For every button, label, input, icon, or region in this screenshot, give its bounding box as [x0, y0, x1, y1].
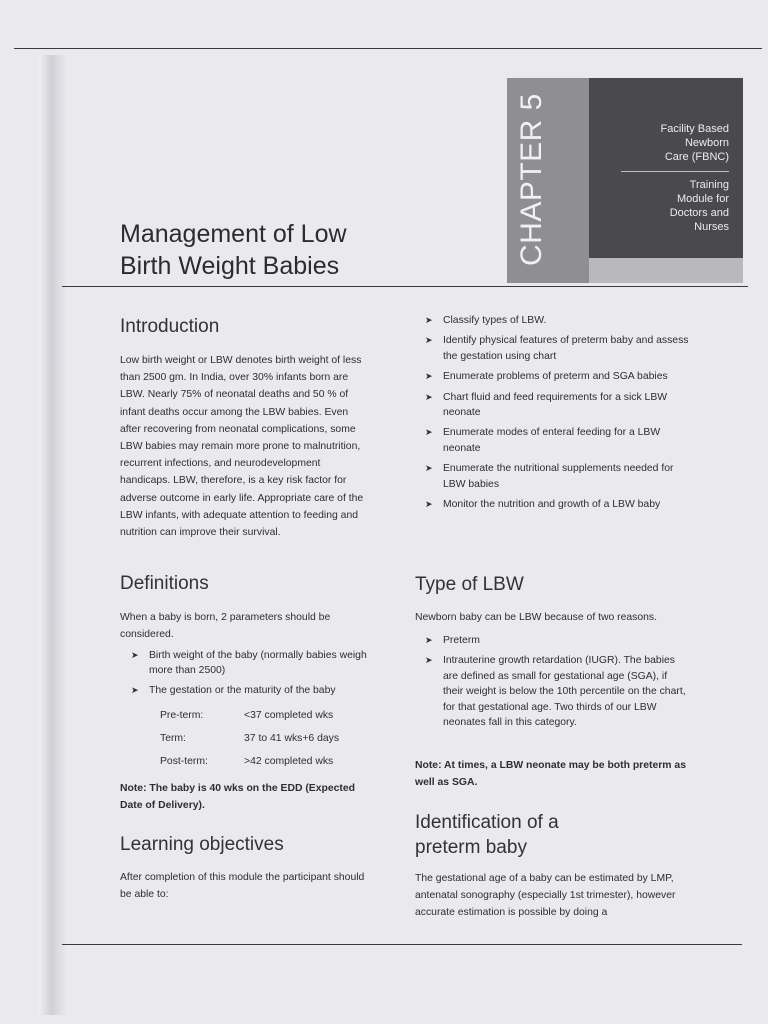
- arrow-bullet-icon: ➤: [425, 655, 433, 666]
- arrow-bullet-icon: ➤: [425, 427, 433, 438]
- learning-objectives-heading: Learning objectives: [120, 834, 284, 855]
- bottom-rule: [62, 944, 742, 945]
- definitions-intro: When a baby is born, 2 parameters should be considered.: [120, 612, 331, 641]
- module-line: Newborn: [684, 137, 729, 149]
- list-item: ➤ Preterm: [425, 633, 690, 648]
- arrow-bullet-icon: ➤: [131, 650, 139, 660]
- definitions-heading: Definitions: [120, 573, 209, 594]
- type-of-lbw-heading: Type of LBW: [415, 574, 524, 595]
- module-line: Training: [689, 179, 729, 191]
- type-of-lbw-note: Note: At times, a LBW neonate may be both preterm as well as SGA.: [415, 760, 686, 789]
- module-line: Nurses: [694, 221, 729, 233]
- list-item: ➤ Intrauterine growth retardation (IUGR). The babies are defined as small for gestational age (SGA), if their weight is below the 10th percentile on the chart, for that gestational age. Two thirds of our LBW neonates fall in this category.: [425, 655, 686, 729]
- gestation-value: <37 completed wks: [244, 710, 334, 721]
- gestation-row: [160, 710, 339, 733]
- title-rule: [62, 286, 748, 287]
- page-title: [120, 218, 500, 282]
- title-line: Management of Low: [120, 220, 347, 248]
- arrow-bullet-icon: ➤: [425, 499, 433, 510]
- gestation-value: 37 to 41 wks+6 days: [244, 733, 340, 744]
- gestation-table: [160, 710, 339, 779]
- gestation-label: Term:: [160, 733, 186, 744]
- list-item: ➤ Enumerate the nutritional supplements needed for LBW babies: [425, 463, 674, 490]
- gestation-label: Post-term:: [160, 756, 208, 767]
- list-item: ➤ Enumerate problems of preterm and SGA babies: [425, 369, 690, 384]
- introduction-body: Low birth weight or LBW denotes birth weight of less than 2500 gm. In India, over 30% infants born are LBW. Nearly 75% of neonatal deaths and 50 % of infant deaths occur among the LBW babies. Even after recovering from neonatal complications, some LBW babies may remain more prone to malnutrition, recurrent infections, and neurodevelopment handicaps. LBW, therefore, is a key risk factor for adverse outcome in early life. Appropriate care of the LBW infants, with adequate attention to feeding and nutrition can improve their survival.: [120, 355, 364, 539]
- arrow-bullet-icon: ➤: [131, 684, 139, 695]
- list-item: ➤ Chart fluid and feed requirements for a sick LBW neonate: [425, 391, 668, 419]
- top-rule: [14, 48, 762, 49]
- definitions-list: [131, 648, 371, 698]
- module-panel: [589, 78, 743, 258]
- module-line: Care (FBNC): [664, 151, 729, 163]
- chapter-label: CHAPTER 5: [515, 93, 548, 266]
- identification-heading: Identification of a preterm baby: [415, 812, 559, 858]
- arrow-bullet-icon: ➤: [425, 371, 433, 382]
- list-item: ➤ Enumerate modes of enteral feeding for a LBW neonate: [425, 427, 661, 454]
- list-item: ➤ Classify types of LBW.: [425, 313, 690, 328]
- introduction-heading: Introduction: [120, 316, 220, 337]
- type-of-lbw-intro: Newborn baby can be LBW because of two reasons.: [415, 612, 658, 623]
- list-item: ➤ Monitor the nutrition and growth of a LBW baby: [425, 497, 690, 512]
- objectives-list: [425, 313, 690, 512]
- arrow-bullet-icon: ➤: [425, 391, 433, 402]
- list-item: ➤ Birth weight of the baby (normally babies weigh more than 2500): [131, 650, 367, 677]
- gestation-row: [160, 733, 339, 756]
- gestation-row: [160, 756, 339, 779]
- chapter-tab: [507, 78, 589, 283]
- type-of-lbw-list: [425, 633, 690, 730]
- module-line: Doctors and: [669, 207, 729, 219]
- module-line: Facility Based: [660, 123, 729, 135]
- list-item: ➤ The gestation or the maturity of the baby: [131, 683, 371, 698]
- gestation-value: >42 completed wks: [244, 756, 334, 767]
- binding-shadow: [38, 55, 68, 1015]
- module-line: Module for: [677, 193, 729, 205]
- gestation-label: Pre-term:: [160, 710, 204, 721]
- arrow-bullet-icon: ➤: [425, 635, 433, 645]
- header-strip: [589, 258, 743, 283]
- chapter-header: [507, 78, 743, 283]
- list-item: ➤ Identify physical features of preterm baby and assess the gestation using chart: [425, 335, 689, 362]
- arrow-bullet-icon: ➤: [425, 335, 433, 346]
- panel-divider: [621, 171, 729, 172]
- learning-objectives-body: After completion of this module the participant should be able to:: [120, 872, 365, 901]
- definitions-note: Note: The baby is 40 wks on the EDD (Expected Date of Delivery).: [120, 783, 355, 812]
- title-line: Birth Weight Babies: [120, 252, 340, 280]
- arrow-bullet-icon: ➤: [425, 315, 433, 325]
- identification-body: The gestational age of a baby can be estimated by LMP, antenatal sonography (especially 1st trimester), however accurate estimation is possible by doing a: [415, 873, 676, 919]
- arrow-bullet-icon: ➤: [425, 463, 433, 474]
